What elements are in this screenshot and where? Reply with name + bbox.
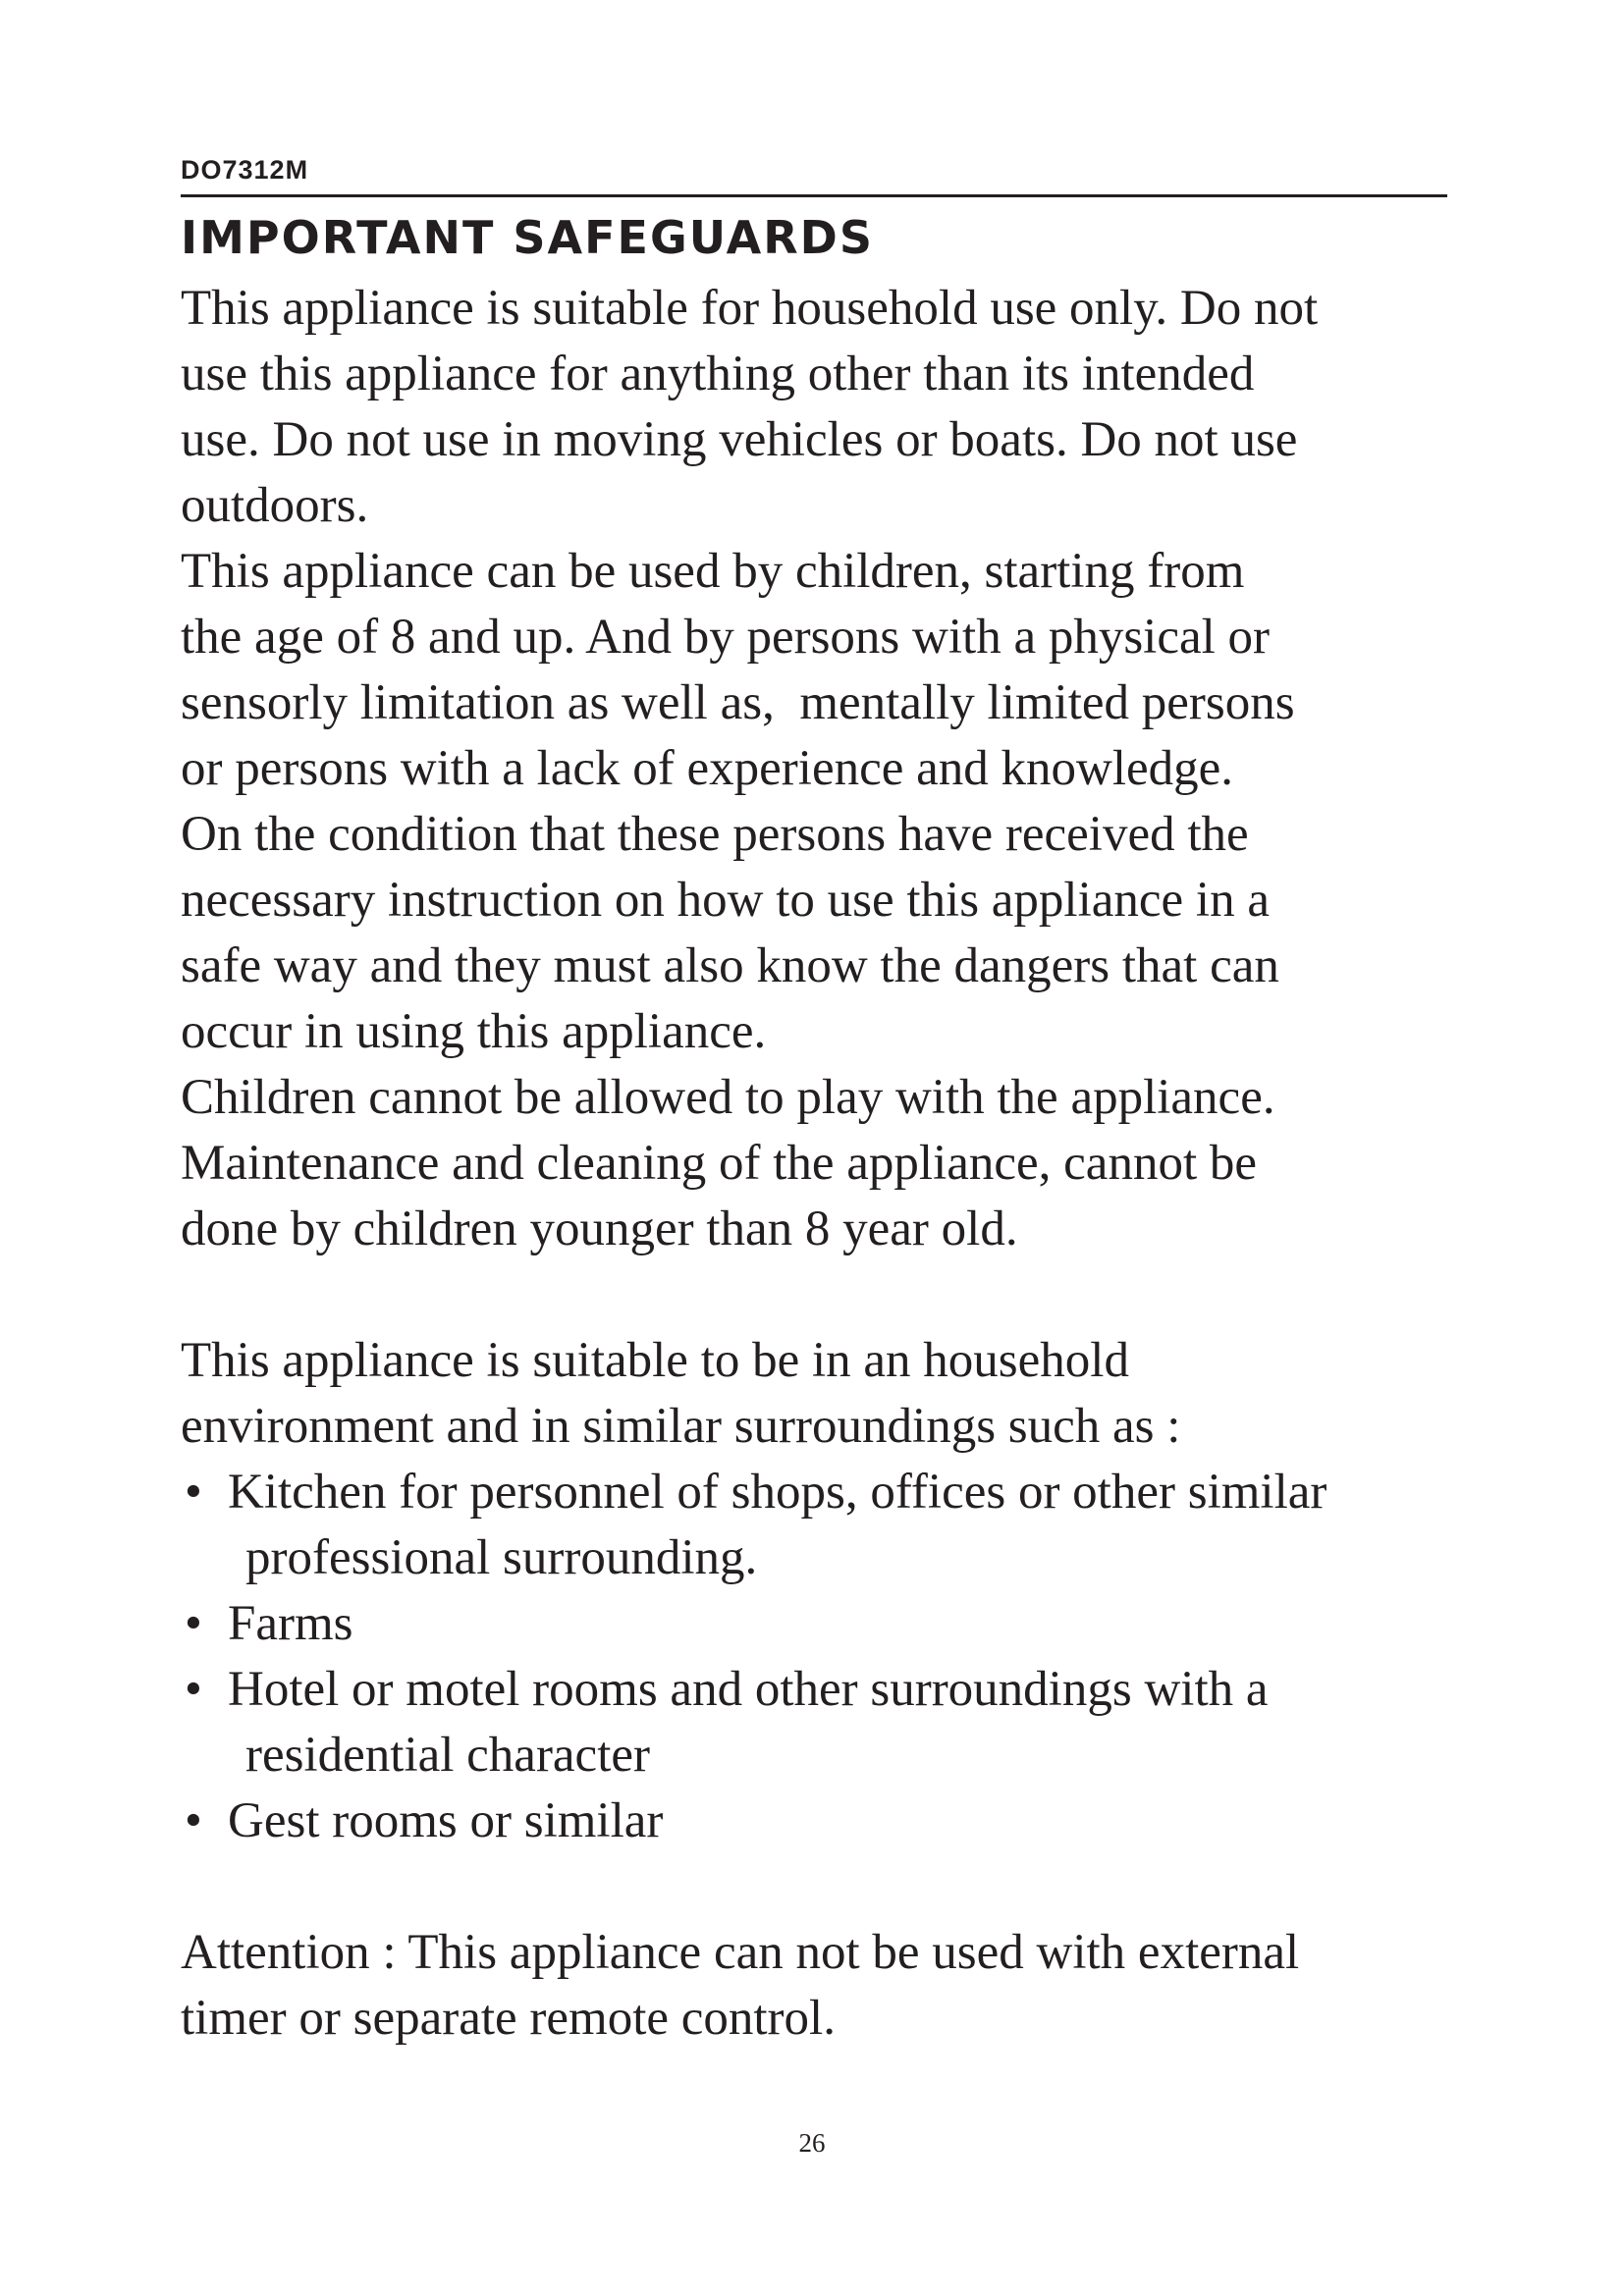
text-line: done by children younger than 8 year old. <box>181 1201 1018 1256</box>
paragraph-instruction-condition <box>181 802 1467 1065</box>
text-line: Attention : This appliance can not be used with external <box>181 1925 1300 1980</box>
text-line: the age of 8 and up. And by persons with a physical or <box>181 610 1271 665</box>
text-line: use this appliance for anything other than its intended <box>181 347 1255 401</box>
bullet-icon: • <box>185 1465 202 1520</box>
text-line: necessary instruction on how to use this appliance in a <box>181 873 1270 928</box>
paragraph-household-use <box>181 276 1467 539</box>
list-item <box>181 1789 1467 1854</box>
list-item-text: Kitchen for personnel of shops, offices or other similar <box>228 1465 1327 1520</box>
body-text <box>181 276 1467 2052</box>
model-number: DO7312M <box>181 155 309 185</box>
text-line: Children cannot be allowed to play with the appliance. <box>181 1070 1275 1125</box>
text-line: This appliance is suitable to be in an household <box>181 1333 1129 1388</box>
page-number: 26 <box>798 2128 826 2158</box>
bullet-icon: • <box>185 1662 202 1717</box>
list-item <box>181 1460 1467 1591</box>
paragraph-attention <box>181 1920 1467 2052</box>
list-item-text: Gest rooms or similar <box>228 1793 664 1848</box>
text-line: occur in using this appliance. <box>181 1004 767 1059</box>
list-item-text: Hotel or motel rooms and other surroundings with a <box>228 1662 1269 1717</box>
text-line: use. Do not use in moving vehicles or boats. Do not use <box>181 412 1298 467</box>
paragraph-spacer <box>181 1262 1467 1328</box>
header-rule <box>181 194 1447 197</box>
paragraph-environment <box>181 1328 1467 1460</box>
bullet-icon: • <box>185 1793 202 1848</box>
text-line: sensorly limitation as well as, mentally limited persons <box>181 675 1295 730</box>
paragraph-spacer <box>181 1854 1467 1920</box>
text-line: On the condition that these persons have received the <box>181 807 1249 862</box>
text-line: or persons with a lack of experience and knowledge. <box>181 741 1234 796</box>
list-item-continuation: professional surrounding. <box>245 1530 758 1585</box>
list-item-text: Farms <box>228 1596 353 1651</box>
environment-list <box>181 1460 1467 1854</box>
text-line: This appliance can be used by children, starting from <box>181 544 1245 599</box>
bullet-icon: • <box>185 1596 202 1651</box>
text-line: timer or separate remote control. <box>181 1991 836 2046</box>
text-line: Maintenance and cleaning of the appliance, cannot be <box>181 1136 1258 1191</box>
text-line: This appliance is suitable for household use only. Do not <box>181 281 1319 336</box>
page-title: IMPORTANT SAFEGUARDS <box>181 211 874 264</box>
list-item <box>181 1591 1467 1657</box>
paragraph-children-play <box>181 1065 1467 1262</box>
text-line: outdoors. <box>181 478 369 533</box>
list-item <box>181 1657 1467 1789</box>
text-line: environment and in similar surroundings such as : <box>181 1399 1181 1454</box>
text-line: safe way and they must also know the dangers that can <box>181 938 1279 993</box>
list-item-continuation: residential character <box>245 1728 650 1783</box>
paragraph-children-persons <box>181 539 1467 802</box>
